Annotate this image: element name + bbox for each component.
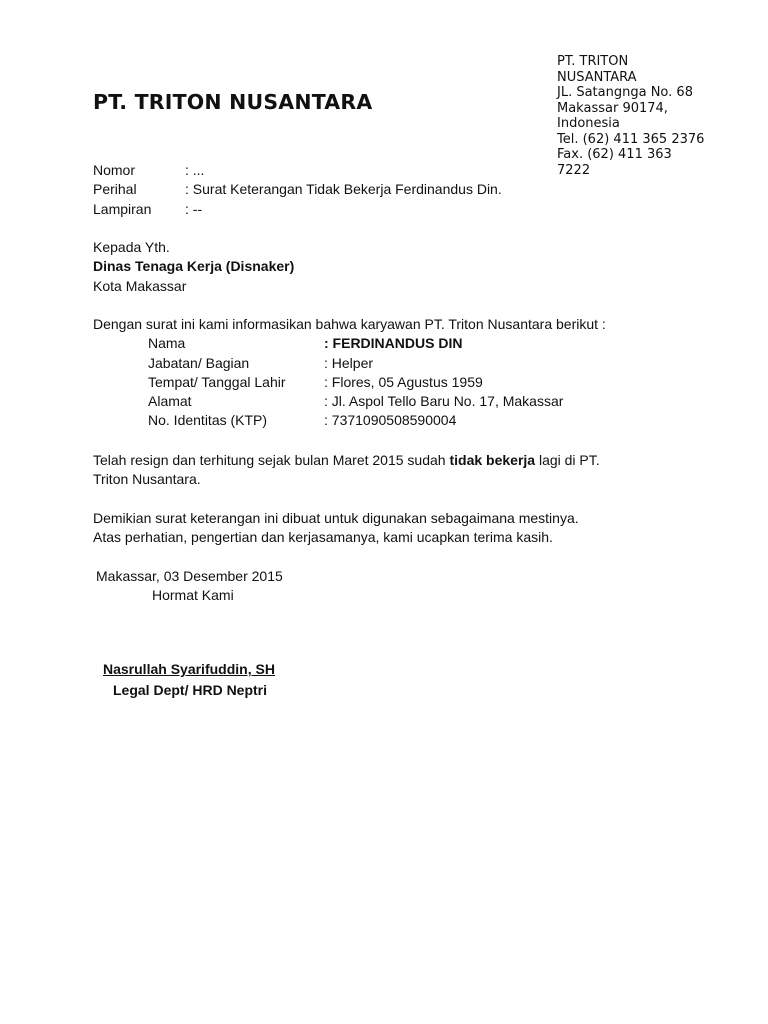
signatory-title: Legal Dept/ HRD Neptri bbox=[113, 682, 268, 698]
address-line: Indonesia bbox=[557, 116, 620, 131]
meta-label: Nomor bbox=[93, 162, 136, 178]
recipient-greeting: Kepada Yth. bbox=[93, 239, 170, 255]
company-title: PT. TRITON NUSANTARA bbox=[93, 90, 373, 114]
employee-label: Jabatan/ Bagian bbox=[148, 355, 250, 371]
employee-value: : Flores, 05 Agustus 1959 bbox=[324, 374, 483, 390]
closing-thanks: Atas perhatian, pengertian dan kerjasamanya, kami ucapkan terima kasih. bbox=[93, 529, 553, 545]
employee-value: : FERDINANDUS DIN bbox=[324, 335, 463, 351]
meta-value: : ... bbox=[185, 162, 205, 178]
meta-label: Perihal bbox=[93, 181, 137, 197]
place-date: Makassar, 03 Desember 2015 bbox=[96, 568, 283, 584]
address-line: PT. TRITON bbox=[557, 54, 629, 69]
employee-value: : Jl. Aspol Tello Baru No. 17, Makassar bbox=[324, 393, 564, 409]
address-line: 7222 bbox=[557, 162, 591, 178]
recipient-name: Dinas Tenaga Kerja (Disnaker) bbox=[93, 258, 295, 274]
address-line: Tel. (62) 411 365 2376 bbox=[557, 131, 705, 147]
salutation: Hormat Kami bbox=[152, 587, 234, 603]
status-text-line2: Triton Nusantara. bbox=[93, 471, 201, 487]
employee-label: Nama bbox=[148, 335, 186, 351]
employee-value: : 7371090508590004 bbox=[324, 412, 457, 428]
status-text-post: lagi di PT. bbox=[535, 452, 600, 468]
recipient-city: Kota Makassar bbox=[93, 278, 187, 294]
signatory-name: Nasrullah Syarifuddin, SH bbox=[103, 661, 275, 677]
meta-value: : Surat Keterangan Tidak Bekerja Ferdinandus Din. bbox=[185, 181, 502, 197]
status-text-bold: tidak bekerja bbox=[449, 452, 536, 468]
meta-value: : -- bbox=[185, 201, 203, 217]
employee-label: No. Identitas (KTP) bbox=[148, 412, 268, 428]
status-text-pre: Telah resign dan terhitung sejak bulan Maret 2015 sudah bbox=[93, 452, 450, 468]
employee-label: Alamat bbox=[148, 393, 192, 409]
employee-label: Tempat/ Tanggal Lahir bbox=[148, 374, 286, 390]
address-line: Makassar 90174, bbox=[557, 100, 668, 116]
address-line: NUSANTARA bbox=[557, 69, 637, 85]
intro-text: Dengan surat ini kami informasikan bahwa karyawan PT. Triton Nusantara berikut : bbox=[93, 316, 606, 332]
address-line: Fax. (62) 411 363 bbox=[557, 147, 672, 162]
closing-text: Demikian surat keterangan ini dibuat untuk digunakan sebagaimana mestinya. bbox=[93, 510, 579, 526]
meta-label: Lampiran bbox=[93, 201, 152, 217]
status-text bbox=[93, 451, 600, 471]
address-line: JL. Satangnga No. 68 bbox=[557, 85, 693, 100]
company-address-block bbox=[557, 54, 757, 178]
employee-value: : Helper bbox=[324, 355, 374, 371]
